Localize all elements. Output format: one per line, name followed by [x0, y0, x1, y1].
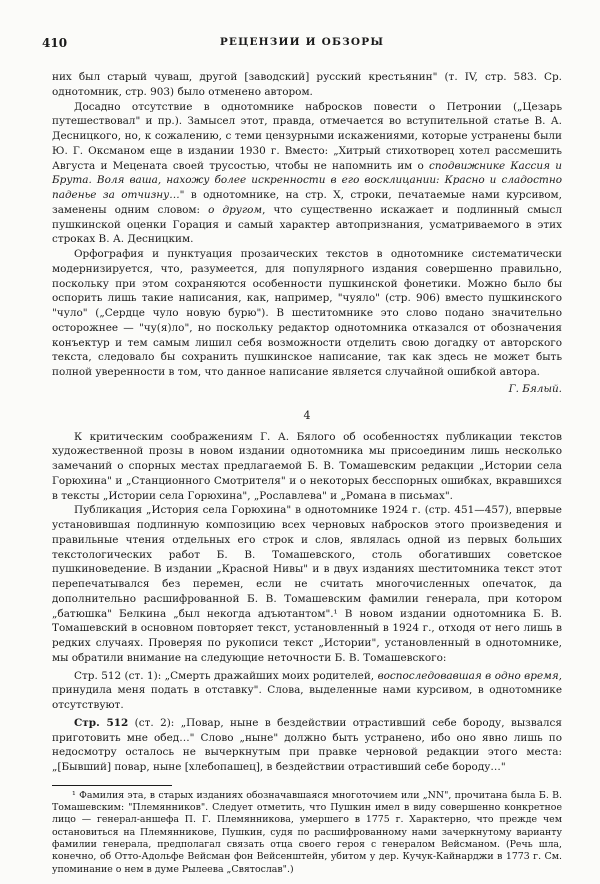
note-2-text: (ст. 2): „Повар, ныне в бездействии отрастивший себе бороду, вызвался приготовить мне обед…" Слово „ныне" должно быть устранено, ибо оно явно лишь по недосмотру осталось не вычеркнутым при правке черновой редакции этого места: „[Бывший] повар, ныне [хлебопашец], в бездействии отрастивший себе бороду…" [52, 716, 562, 773]
paragraph-publication: Публикация „История села Горюхина" в однотомнике 1924 г. (стр. 451—457), впервые установившая подлинную композицию всех черновых набросков этого произведения и правильные чтения отдельных его строк и слов, являлась одной из первых больших текстологических работ Б. В. Томашевского, столь обогативших советское пушкиноведение. В издании „Красной Нивы" и в двух изданиях шеститомника текст этот перепечатывался без перемен, если не считать многочисленных опечаток, да дополнительно расшифрованной Б. В. Томашевским фамилии генерала, при котором „батюшка" Белкина „был некогда адъютантом".¹ В новом издании однотомника Б. В. Томашевский в основном повторяет текст, установленный в 1924 г., отходя от него лишь в редких случаях. Проверяя по рукописи текст „Истории", установленный в однотомнике, мы обратили внимание на следующие неточности Б. В. Томашевского: [52, 504, 562, 664]
page-number: 410 [42, 36, 68, 50]
paragraph-petronius [52, 100, 562, 248]
paragraph-petronius-text-b: " в однотомнике, на стр. X, строки, печатаемые нами курсивом, заменены одним словом: [52, 189, 562, 216]
article-body [52, 70, 562, 876]
paragraph-continuation: них был старый чуваш, другой [заводский] русский крестьянин" (т. IV, стр. 583. Ср. однотомник, стр. 903) было отменено автором. [52, 71, 562, 98]
note-1-text-a: Стр. 512 (ст. 1): „Смерть дражайших моих родителей, [74, 669, 378, 682]
running-title: РЕЦЕНЗИИ И ОБЗОРЫ [219, 36, 385, 48]
author-signature: Г. Бялый. [508, 382, 562, 395]
section-number: 4 [303, 408, 311, 422]
note-1-text-b: принудила меня подать в отставку". Слова, выделенные нами курсивом, в однотомнике отсутствуют. [52, 684, 562, 711]
paragraph-note-2 [52, 716, 562, 775]
note-1-italic: воспоследовавшая в одно время, [377, 669, 563, 682]
footnote-divider [52, 785, 172, 786]
italic-quote: сподвижнике Кассия и Брута. Воля ваша, нахожу более искренности в его восклицании: Красно и сладостно паденье за отчизну… [52, 159, 562, 201]
paragraph-petronius-text-a: Досадно отсутствие в однотомнике набросков повести о Петронии („Цезарь путешествовал" и пр.). Замысел этот, правда, отмечается во вступительной статье В. А. Десницкого, но, к сожалению, с теми цензурными искажениями, которые устранены были Ю. Г. Оксманом еще в издании 1930 г. Вместо: „Хитрый стихотворец хотел рассмешить Августа и Мецената своей трусостью, чтобы не напомнить им о [52, 100, 562, 172]
paragraph-note-1 [52, 669, 562, 713]
paragraph-petronius-text-c: , что существенно искажает и подлинный смысл пушкинской оценки Горация и самый характер автопризнания, усматриваемого в этих строках В. А. Десницким. [52, 203, 563, 246]
note-2-lead: Стр. 512 [74, 716, 129, 729]
footnote: ¹ Фамилия эта, в старых изданиях обозначавшаяся многоточием или „NN", прочитана была Б. В. Томашевским: "Племянников". Следует отметить, что Пушкин имел в виду совершенно конкретное лицо — генерал-аншефа П. Г. Племянникова, умершего в 1775 г. Характерно, что прежде чем остановиться на Племянникове, Пушкин, судя по расшифрованному нами зачеркнутому варианту фамилии генерала, предполагал связать отца своего героя с генералом Вейсманом. (Речь шла, конечно, об Отто-Адольфе Вейсман фон Вейсенштейн, убитом у дер. Кучук-Кайнарджи в 1773 г. См. упоминание о нем в думе Рылеева „Святослав".) [52, 789, 562, 875]
page-header [42, 36, 562, 52]
paragraph-intro: К критическим соображениям Г. А. Бялого об особенностях публикации текстов художественной прозы в новом издании однотомника мы присоединим лишь несколько замечаний о спорных местах предлагаемой Б. В. Томашевским редакции „Истории села Горюхина" и „Станционного Смотрителя" и о некоторых бесспорных ошибках, вкравшихся в тексты „Истории села Горюхина", „Рославлева" и „Романа в письмах". [52, 430, 562, 502]
paragraph-orthography: Орфография и пунктуация прозаических текстов в однотомнике систематически модернизируется, что, разумеется, для популярного издания совершенно правильно, поскольку при этом сохраняются особенности пушкинской фонетики. Можно было бы оспорить лишь такие написания, как, например, "чуяло" (стр. 906) вместо пушкинского "чуло" („Сердце чуло новую бурю"). В шеститомнике это слово подано значительно осторожнее — "чу(я)ло", но поскольку редактор однотомника отказался от обозначения конъектур и тем самым лишил себя возможности отделить свою догадку от авторского текста, следовало бы сохранить пушкинское написание, так как здесь не может быть полной уверенности в том, что данное написание является случайной ошибкой автора. [52, 248, 562, 378]
italic-word: о другом [208, 203, 263, 216]
